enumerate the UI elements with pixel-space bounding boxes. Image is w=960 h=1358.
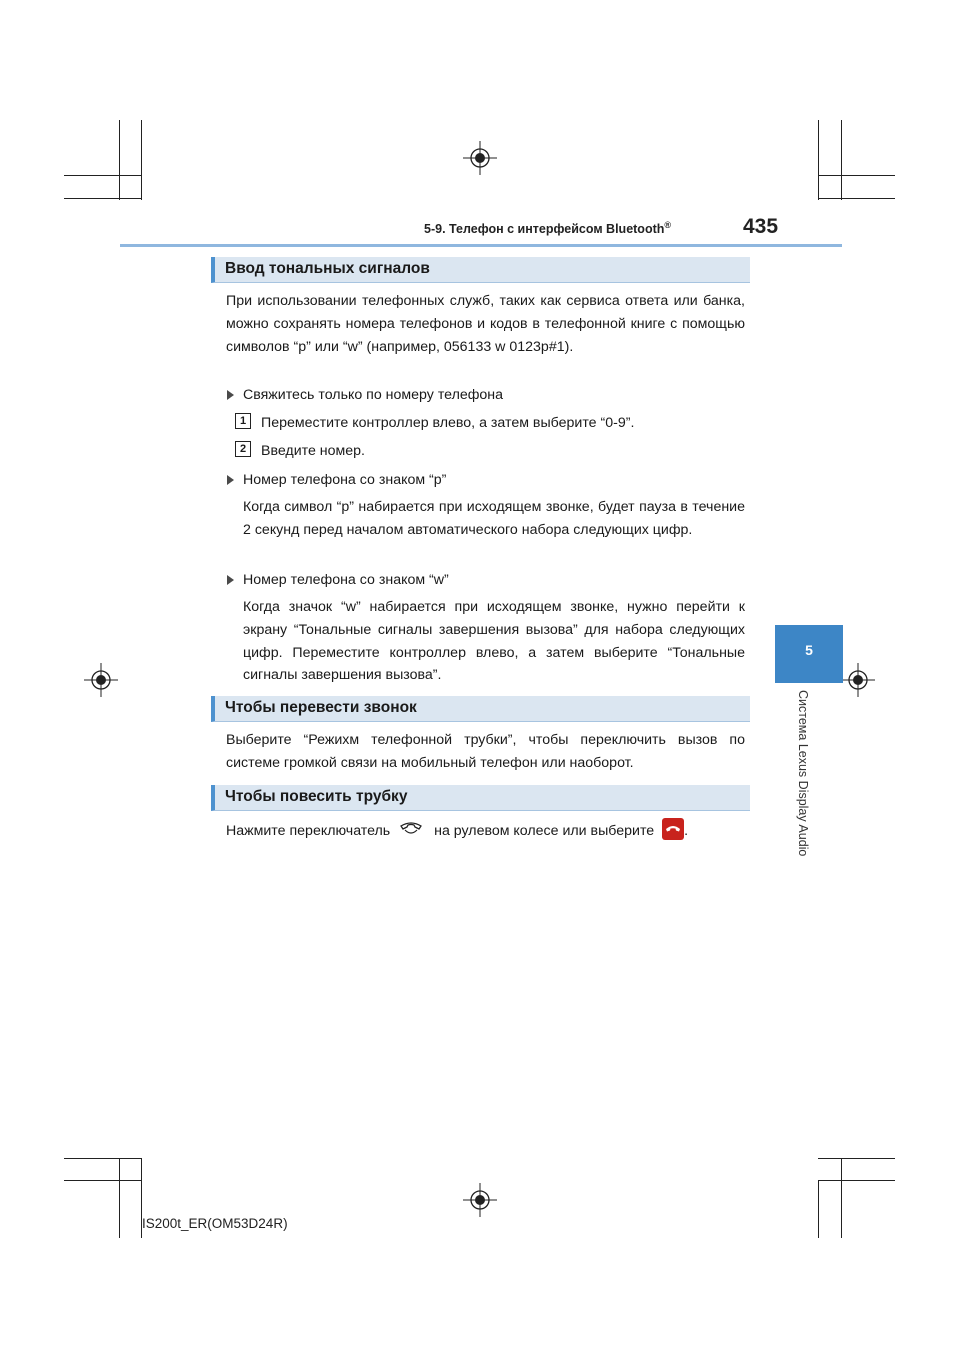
hang-up-button-icon [662,818,684,840]
chapter-tab [775,625,843,683]
step-number-1: 1 [235,413,251,429]
tones-item2-text: Когда символ “p” набирается при исходящем звонке, будет пауза в течение 2 секунд перед началом автоматического набора следующих цифр. [243,499,745,538]
tones-intro: При использовании телефонных служб, таких как сервиса ответа или банка, можно сохранять номера телефонов и кодов в телефонной книге с помощью символов “p” или “w” (например, 056133 w 0123p#1). [226,293,745,355]
hangup-text: Нажмите переключатель на рулевом колесе или выберите . [226,818,688,842]
registration-mark-left [84,663,118,697]
page-number: 435 [743,215,779,238]
document-code: IS200t_ER(OM53D24R) [142,1216,288,1231]
tones-item2-title: Номер телефона со знаком “p” [243,472,447,488]
bullet-icon [227,575,234,585]
registration-mark-bottom [463,1183,497,1217]
tones-item1-title: Свяжитесь только по номеру телефона [243,387,504,403]
chapter-side-title: Система Lexus Display Audio [796,690,810,857]
bullet-icon [227,475,234,485]
step-2-text: Введите номер. [261,443,365,459]
tones-item3-title: Номер телефона со знаком “w” [243,572,449,588]
section-header-transfer: Чтобы перевести звонок [211,696,750,722]
header-rule [120,244,842,247]
tones-item3-text: Когда значок “w” набирается при исходящем звонке, нужно перейти к экрану “Тональные сигналы завершения вызова” для набора следующих цифр. Переместите контроллер влево, а затем выберите “Тональные сигналы завершения вызова”. [243,599,745,684]
chapter-tab-number: 5 [805,642,813,658]
registration-mark-right [841,663,875,697]
phone-hook-switch-icon [400,822,422,836]
step-1-text: Переместите контроллер влево, а затем выберите “0-9”. [261,415,635,431]
transfer-text: Выберите “Режихм телефонной трубки”, чтобы переключить вызов по системе громкой связи на мобильный телефон или наоборот. [226,732,745,771]
bullet-icon [227,390,234,400]
registration-mark-top [463,141,497,175]
step-number-2: 2 [235,441,251,457]
chapter-title: 5-9. Телефон с интерфейсом Bluetooth® [424,220,672,237]
section-header-tones: Ввод тональных сигналов [211,257,750,283]
section-header-hangup: Чтобы повесить трубку [211,785,750,811]
